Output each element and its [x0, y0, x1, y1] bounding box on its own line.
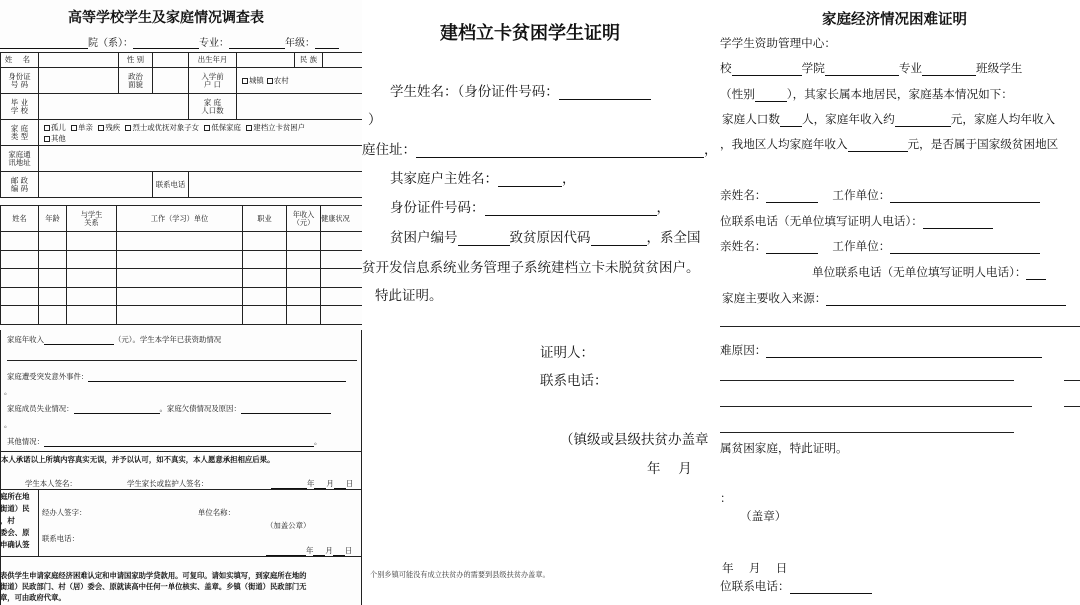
footnote-line-3: 章，可由政府代章。 — [0, 593, 66, 602]
unit-contact-label: 联系电话： — [42, 534, 79, 543]
prover-phone-label: 联系电话： — [540, 373, 608, 389]
member-age-header: 年龄 — [39, 206, 67, 232]
table-row — [1, 269, 363, 288]
debt-period: 。 — [4, 420, 12, 429]
id-value — [39, 68, 119, 94]
survey-form-title: 高等学校学生及家庭情况调查表 — [68, 10, 264, 26]
footnote-line-1: 表供学生申请家庭经济困难认定和申请国家助学贷款用。可复印。请如实填写，到家庭所在地的 — [0, 571, 307, 580]
phone-value — [189, 172, 363, 198]
parent2-name-line: 亲姓名： 工作单位： — [720, 238, 1040, 254]
name-value — [39, 53, 119, 68]
prover-label: 证明人： — [540, 345, 594, 361]
martyr-checkbox[interactable] — [125, 125, 131, 131]
unemployment-line: 家庭成员失业情况： 。家庭欠债情况及原因： — [7, 403, 331, 414]
address-label: 家庭通 讯地址 — [1, 146, 39, 172]
accident-line: 家庭遭受突发意外事件： — [7, 371, 346, 382]
orphan-checkbox[interactable] — [44, 125, 50, 131]
student-school-line: 校 学院 专业 班级学生 — [720, 61, 1023, 75]
member-health-header: 健康状况 — [321, 206, 363, 232]
family-type-label: 家 庭 类 型 — [1, 120, 39, 146]
single-parent-checkbox[interactable] — [71, 125, 77, 131]
student-signature-label: 学生本人签名： — [25, 479, 77, 488]
family-size-value — [237, 94, 363, 120]
id-close-paren: ） — [368, 112, 382, 128]
member-work-header: 工作（学习）单位 — [117, 206, 243, 232]
family-members-table — [0, 205, 362, 325]
birth-value — [237, 53, 295, 68]
hereby-certify-line: 特此证明。 — [375, 288, 443, 304]
id-label: 身份证 号 码 — [1, 68, 39, 94]
family-income-line: 家庭人口数 人，家庭年收入约 元，家庭人均年收入 — [722, 112, 1056, 126]
school-label: 毕 业 学 校 — [1, 94, 39, 120]
hukou-options: 城镇 农村 — [237, 68, 363, 94]
student-info-table — [0, 52, 362, 198]
student-name-line: 学生姓名：（身份证件号码： — [390, 80, 651, 100]
home-address-line: 庭住址： ， — [362, 142, 718, 158]
financial-hardship-document — [718, 0, 1080, 605]
disabled-checkbox[interactable] — [98, 125, 104, 131]
table-row — [1, 232, 363, 251]
political-value — [153, 68, 189, 94]
hardship-certificate-title: 家庭经济情况困难证明 — [822, 12, 967, 28]
low-income-checkbox[interactable] — [204, 125, 210, 131]
verification-date: 年 月 日 — [266, 545, 352, 556]
header-yuan-label: 院（系）： — [88, 38, 133, 49]
parent1-phone-line: 位联系电话（无单位填写证明人电话）： — [720, 213, 993, 229]
survey-header-line — [0, 34, 339, 49]
official-seal-label: （加盖公章） — [266, 521, 311, 530]
householder-name-line: 其家庭户主姓名： ， — [390, 171, 576, 187]
gender-value — [153, 53, 189, 68]
poverty-certificate-document — [362, 0, 720, 605]
income-line: 家庭年收入 （元）。学生本学年已获资助情况 — [7, 335, 222, 344]
poverty-cert-date: 年 月 — [647, 461, 692, 477]
header-grade-label: 年级： — [285, 38, 315, 49]
unit-name-label: 单位名称： — [198, 508, 235, 517]
poverty-office-seal-label: （镇级或县级扶贫办盖章 — [560, 432, 709, 448]
poor-family-statement: 属贫困家庭，特此证明。 — [720, 441, 848, 455]
family-type-options: 孤儿 单亲 残疾 烈士或优抚对象子女 低保家庭 建档立卡贫困户 其他 — [39, 120, 363, 146]
regional-income-line: ，我地区人均家庭年收入 元，是否属于国家级贫困地区 — [720, 137, 1059, 151]
table-row — [1, 250, 363, 269]
gender-label: 性 别 — [119, 53, 153, 68]
handler-signature-label: 经办人签字： — [42, 508, 87, 517]
birth-label: 出生年月 — [189, 53, 237, 68]
table-row — [1, 306, 363, 325]
parent-signature-label: 学生家长或监护人签名： — [127, 479, 209, 488]
student-gender-line: （性别 ），其家长属本地居民，家庭基本情况如下： — [720, 87, 1013, 101]
survey-form-document — [0, 0, 362, 605]
parent-sign-date: 年 月 日 — [271, 478, 353, 489]
certifier-label: ： — [720, 491, 732, 505]
member-name-header: 姓名 — [1, 206, 39, 232]
system-registration-line: 贫开发信息系统业务管理子系统建档立卡未脱贫贫困户。 — [362, 260, 700, 276]
rural-checkbox[interactable] — [267, 78, 273, 84]
member-relation-header: 与学生 关系 — [67, 206, 117, 232]
other-type-checkbox[interactable] — [44, 136, 50, 142]
aid-center-salutation: 学学生资助管理中心： — [720, 36, 836, 50]
member-income-header: 年收入 （元） — [287, 206, 321, 232]
survey-lower-section — [0, 330, 362, 605]
poverty-cert-footnote: 个别乡镇可能没有成立扶贫办的需要到县级扶贫办盖章。 — [370, 570, 550, 579]
hardship-cert-date: 年 月 日 — [722, 561, 788, 575]
parent1-name-line: 亲姓名： 工作单位： — [720, 187, 1040, 203]
hardship-reason-line: 难原因： — [720, 342, 1042, 358]
family-size-label: 家 庭 人口数 — [189, 94, 237, 120]
political-label: 政治 面貌 — [119, 68, 153, 94]
hukou-label: 入学前 户 口 — [189, 68, 237, 94]
parent2-phone-line: 单位联系电话（无单位填写证明人电话）： — [812, 264, 1046, 280]
name-label: 姓 名 — [1, 53, 39, 68]
poverty-certificate-title: 建档立卡贫困学生证明 — [440, 23, 620, 44]
footnote-line-2: 街道）民政部门、村（居）委会、原就读高中任何一单位核实、盖章。乡镇（街道）民政部门无 — [0, 582, 307, 591]
verification-unit-label: 庭所在地 街道）民 ，村 委会、原 申确认签 — [0, 492, 30, 549]
ethnic-label: 民 族 — [295, 53, 323, 68]
address-value — [39, 146, 363, 172]
unit-phone-line: 位联系电话： — [720, 578, 872, 594]
zip-label: 邮 政 编 码 — [1, 172, 39, 198]
promise-statement: 本人承诺以上所填内容真实无误，并予以认可，如不真实，本人愿意承担相应后果。 — [1, 455, 275, 464]
school-value — [39, 94, 189, 120]
header-major-label: 专业： — [199, 38, 229, 49]
town-checkbox[interactable] — [242, 78, 248, 84]
member-job-header: 职业 — [243, 206, 287, 232]
accident-period: 。 — [4, 387, 12, 396]
phone-label: 联系电话 — [153, 172, 189, 198]
hardship-seal-label: （盖章） — [740, 509, 787, 523]
zip-value — [39, 172, 153, 198]
table-row — [1, 287, 363, 306]
ethnic-value — [323, 53, 363, 68]
poverty-household-checkbox[interactable] — [246, 125, 252, 131]
income-source-line: 家庭主要收入来源： — [722, 290, 1066, 306]
householder-id-line: 身份证件号码： ， — [390, 200, 670, 216]
other-info-line: 其他情况： 。 — [7, 437, 322, 446]
household-code-line: 贫困户编号 致贫原因代码 ，系全国 — [390, 230, 701, 246]
